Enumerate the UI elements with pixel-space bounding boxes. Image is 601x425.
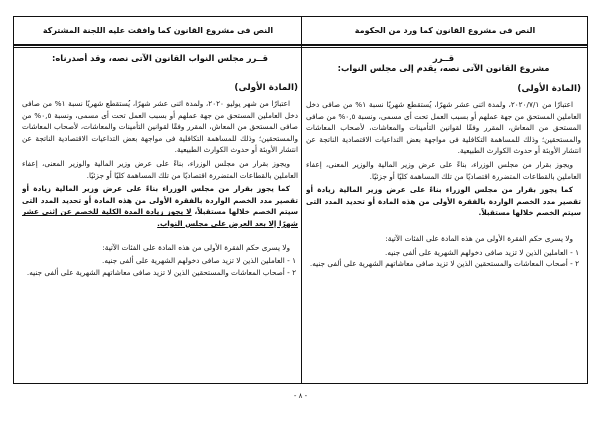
article-paragraph-4: ولا يسرى حكم الفقرة الأولى من هذه المادة على الفئات الآتية: <box>102 242 290 252</box>
column-divider <box>301 17 302 383</box>
article-title: (المادة الأولى) <box>234 83 298 93</box>
article-paragraph-3 <box>22 183 298 229</box>
article-paragraph-3: كما يجوز بقرار من مجلس الوزراء بناءً على عرض وزير المالية زيادة أو تقصير مدد الخصم الواردة بالفقرة الأولى من هذه المادة أو تحديد المدد التى سيتم الخصم خلالها مستقبلاً. <box>306 185 581 218</box>
exemption-item-2: ۲ - أصحاب المعاشات والمستحقين الذين لا تزيد صافى معاشاتهم الشهرية على ألفى جنيه. <box>309 259 579 269</box>
article-paragraph-1: اعتبارًا من ۲۰۲۰/۷/۱، ولمدة اثنى عشر شهرًا، يُستقطع شهريًا نسبة ۱% من صافى دخل العاملين المستحق من جهة عملهم أو بسبب العمل تحت أى مسمى، ونسبة ٠,٥% من صافى المستحق من المعاش، المقرر وفقًا لقوانين التأمينات والمعاشات، لأصحاب المعاشات والمستحقين؛ وذلك للمساهمة التكافلية فى مواجهة بعض التداعيات الاقتصادية الناتجة عن انتشار الأوبئة أو حدوث الكوارث الطبيعية. <box>306 100 581 156</box>
header-divider-double <box>14 47 587 48</box>
header-divider <box>14 44 587 46</box>
article-paragraph-2: ويجوز بقرار من مجلس الوزراء، بناءً على عرض وزير المالية والوزير المعنى، إعفاء العاملين بالقطاعات المتضررة اقتصاديًا من تلك المساهمة كليًا أو جزئيًا. <box>22 158 298 180</box>
exemption-item-2: ۲ - أصحاب المعاشات والمستحقين الذين لا تزيد صافى معاشاتهم الشهرية على ألفى جنيه. <box>26 267 296 277</box>
header-government-text: النص فى مشروع القانون كما ورد من الحكومة <box>354 26 536 35</box>
header-committee-text: النص فى مشروع القانون كما وافقت عليه اللجنة المشتركة <box>42 26 274 35</box>
article-title: (المادة الأولى) <box>517 84 581 94</box>
decree-heading: قــرر مجلس النواب القانون الآتى نصه، وقد أصدرناه: <box>52 53 268 63</box>
government-text-column <box>306 53 581 379</box>
paragraph-3-main: كما يجوز بقرار من مجلس الوزراء بناءً على عرض وزير المالية زيادة أو تقصير مدد الخصم الواردة بالفقرة الأولى من هذه المادة أو تحديد المدد التى سيتم الخصم خلالها مستقبلاً، <box>22 184 298 217</box>
decree-subheading: مشروع القانون الآتى نصه، يقدم إلى مجلس النواب: <box>337 63 550 73</box>
page-number: - ۸ - <box>293 392 308 400</box>
article-paragraph-2: ويجوز بقرار من مجلس الوزراء، بناءً على عرض وزير المالية والوزير المعنى، إعفاء العاملين بالقطاعات المتضررة اقتصاديًا من تلك المساهمة كليًا أو جزئيًا. <box>306 159 581 181</box>
decree-heading: قــرر <box>432 53 455 63</box>
article-paragraph-1: اعتبارًا من شهر يوليو ۲۰۲۰، ولمدة اثنى عشر شهرًا، يُستقطع شهريًا نسبة ۱% من صافى دخل العاملين المستحق من جهة عملهم أو بسبب العمل تحت أى مسمى، ونسبة ٠,٥% من صافى المستحق من المعاش، المقرر وفقًا لقوانين التأمينات والمعاشات، لأصحاب المعاشات والمستحقين؛ وذلك للمساهمة التكافلية فى مواجهة بعض التداعيات الاقتصادية الناتجة عن انتشار الأوبئة أو حدوث الكوارث الطبيعية. <box>22 99 298 155</box>
exemption-item-1: ۱ - العاملين الذين لا تزيد صافى دخولهم الشهرية على ألفى جنيه. <box>385 247 579 257</box>
article-paragraph-4: ولا يسرى حكم الفقرة الأولى من هذه المادة على الفئات الآتية: <box>385 233 573 243</box>
exemption-item-1: ۱ - العاملين الذين لا تزيد صافى دخولهم الشهرية على ألفى جنيه. <box>102 256 296 266</box>
amended-clause: لا يجوز زيادة المدة الكلية للخصم عن إثنى عشر شهرًا إلا بعد العرض على مجلس النواب. <box>22 207 298 228</box>
comparison-table <box>13 16 588 384</box>
committee-text-column <box>22 53 298 379</box>
